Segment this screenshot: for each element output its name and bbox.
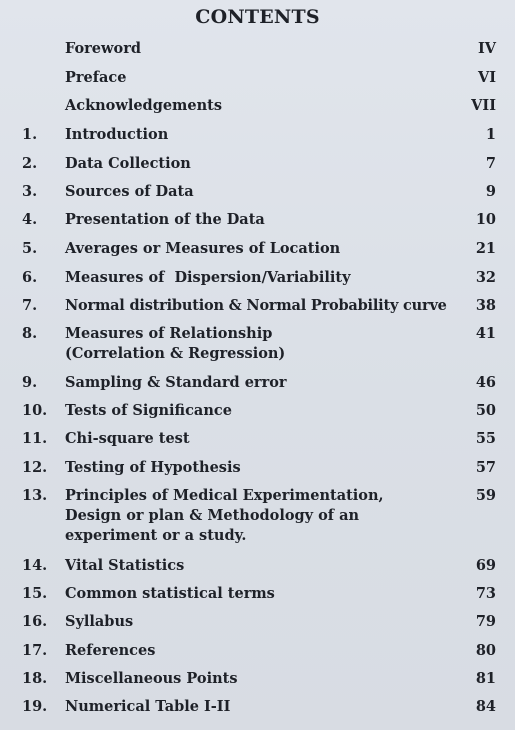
- toc-entry-page: 38: [475, 297, 496, 314]
- toc-entry-label: Averages or Measures of Location: [65, 240, 341, 257]
- toc-entry-page: 9: [485, 183, 496, 200]
- toc-entry-number: 19.: [22, 698, 48, 715]
- toc-entry-page: IV: [477, 40, 496, 57]
- toc-entry-label: Preface: [65, 69, 127, 86]
- toc-entry-label: Sources of Data: [65, 183, 194, 200]
- toc-entry-label: Vital Statistics: [65, 557, 185, 574]
- toc-entry-number: 10.: [22, 402, 48, 419]
- toc-entry-label: Sampling & Standard error: [65, 374, 287, 391]
- toc-entry-number: 18.: [22, 670, 48, 687]
- toc-entry-label: Syllabus: [65, 613, 134, 630]
- toc-entry-number: 5.: [22, 240, 38, 257]
- toc-entry-number: 6.: [22, 269, 38, 286]
- toc-entry-page: 73: [475, 585, 496, 602]
- toc-entry-number: 17.: [22, 642, 48, 659]
- toc-entry-number: 2.: [22, 155, 38, 172]
- toc-entry-number: 11.: [22, 430, 48, 447]
- toc-entry-number: 16.: [22, 613, 48, 630]
- toc-entry-page: 81: [475, 670, 496, 687]
- toc-entry-number: 4.: [22, 211, 38, 228]
- toc-entry-number: 1.: [22, 126, 38, 143]
- toc-entry-label: Presentation of the Data: [65, 211, 265, 228]
- toc-entry-page: 21: [475, 240, 496, 257]
- toc-entry-page: 80: [475, 642, 496, 659]
- toc-entry-page: 10: [475, 211, 496, 228]
- toc-entry-page: VI: [477, 69, 496, 86]
- toc-entry-page: 79: [475, 613, 496, 630]
- toc-entry-number: 8.: [22, 325, 38, 342]
- toc-entry-label: Foreword: [65, 40, 141, 57]
- toc-entry-page: 7: [485, 155, 496, 172]
- toc-entry-number: 9.: [22, 374, 38, 391]
- toc-entry-number: 3.: [22, 183, 38, 200]
- toc-entry-number: 14.: [22, 557, 48, 574]
- page-title: CONTENTS: [195, 6, 320, 28]
- toc-entry-label: Measures of Dispersion/Variability: [65, 269, 351, 286]
- toc-entry-page: 55: [475, 430, 496, 447]
- toc-entry-label: Tests of Significance: [65, 402, 232, 419]
- toc-entry-label: Acknowledgements: [65, 97, 223, 114]
- toc-entry-number: 13.: [22, 487, 48, 504]
- toc-entry-label: Common statistical terms: [65, 585, 275, 602]
- toc-entry-page: 57: [475, 459, 496, 476]
- toc-entry-page: 50: [475, 402, 496, 419]
- toc-entry-label: Measures of Relationship (Correlation & Regression): [65, 325, 286, 362]
- toc-entry-number: 7.: [22, 297, 38, 314]
- toc-entry-page: 69: [475, 557, 496, 574]
- toc-entry-page: VII: [471, 97, 496, 114]
- toc-entry-label: Normal distribution & Normal Probability curve: [65, 297, 447, 314]
- toc-entry-page: 46: [475, 374, 496, 391]
- toc-entry-page: 84: [475, 698, 496, 715]
- toc-entry-label: Numerical Table I-II: [65, 698, 231, 715]
- toc-entry-label: Chi-square test: [65, 430, 190, 447]
- toc-entry-label: Testing of Hypothesis: [65, 459, 241, 476]
- toc-entry-label: References: [65, 642, 156, 659]
- toc-entry-page: 59: [475, 487, 496, 504]
- toc-entry-number: 15.: [22, 585, 48, 602]
- toc-entry-label: Principles of Medical Experimentation, Design or plan & Methodology of an experiment or a study.: [65, 487, 384, 544]
- toc-entry-label: Data Collection: [65, 155, 191, 172]
- toc-entry-page: 1: [485, 126, 496, 143]
- toc-entry-number: 12.: [22, 459, 48, 476]
- toc-entry-label: Introduction: [65, 126, 169, 143]
- toc-entry-page: 41: [475, 325, 496, 342]
- toc-entry-page: 32: [475, 269, 496, 286]
- toc-entry-label: Miscellaneous Points: [65, 670, 238, 687]
